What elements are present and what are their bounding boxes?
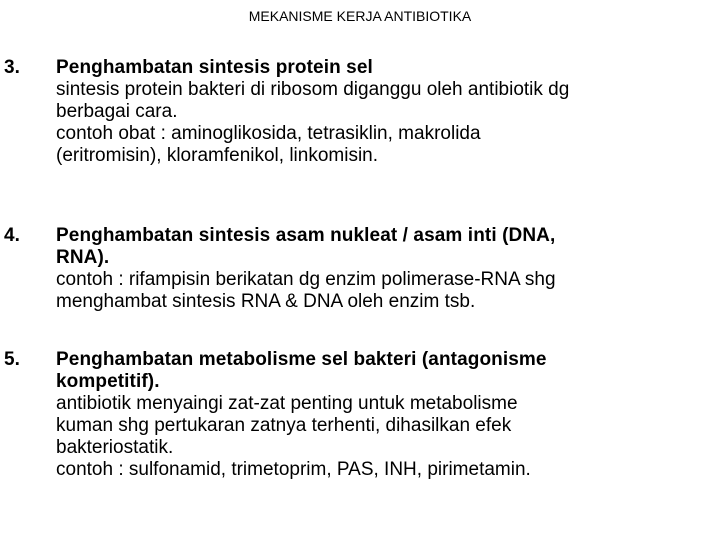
item-text-line: contoh obat : aminoglikosida, tetrasiklin, makrolida	[56, 123, 481, 144]
item-text-line: bakteriostatik.	[56, 437, 174, 458]
item-text-line: antibiotik menyaingi zat-zat penting untuk metabolisme	[56, 393, 518, 414]
item-number: 5.	[4, 349, 20, 370]
item-heading: Penghambatan metabolisme sel bakteri (antagonisme	[56, 349, 547, 370]
item-text-line: contoh : sulfonamid, trimetoprim, PAS, INH, pirimetamin.	[56, 459, 531, 480]
item-body	[56, 57, 716, 167]
item-heading: RNA).	[56, 247, 110, 268]
item-heading: Penghambatan sintesis asam nukleat / asam inti (DNA,	[56, 225, 556, 246]
item-text-line: (eritromisin), kloramfenikol, linkomisin.	[56, 145, 379, 166]
page-title: MEKANISME KERJA ANTIBIOTIKA	[248, 8, 472, 24]
item-body	[56, 225, 716, 313]
item-text-line: contoh : rifampisin berikatan dg enzim polimerase-RNA shg	[56, 269, 556, 290]
item-number: 3.	[4, 57, 20, 78]
item-text-line: kuman shg pertukaran zatnya terhenti, dihasilkan efek	[56, 415, 512, 436]
item-text-line: menghambat sintesis RNA & DNA oleh enzim tsb.	[56, 291, 476, 312]
item-number: 4.	[4, 225, 20, 246]
item-heading: Penghambatan sintesis protein sel	[56, 57, 373, 78]
item-body	[56, 349, 716, 481]
item-text-line: berbagai cara.	[56, 101, 178, 122]
item-heading: kompetitif).	[56, 371, 160, 392]
item-text-line: sintesis protein bakteri di ribosom diganggu oleh antibiotik dg	[56, 79, 570, 100]
